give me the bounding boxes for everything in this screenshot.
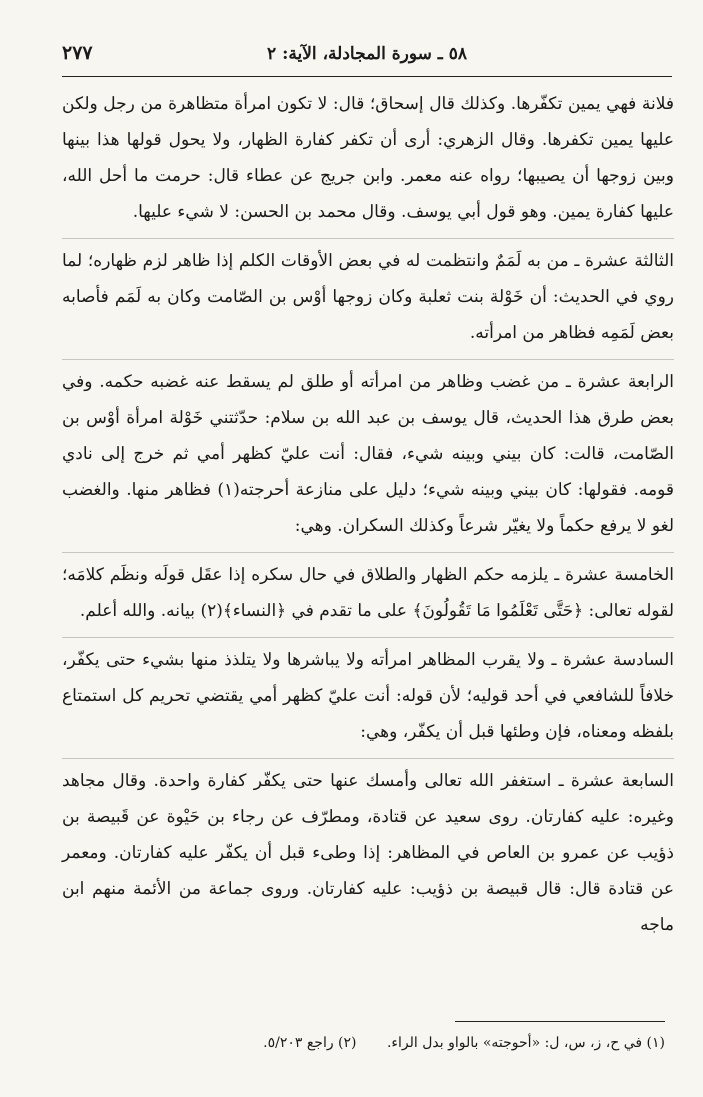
paragraph: فلانة فهي يمين تكفّرها. وكذلك قال إسحاق؛ قال: لا تكون امرأة متظاهرة من رجل ولكن عليها يمين تكفرها. وقال الزهري: أرى أن تكفر كفارة الظهار، ولا يحول قولها هذا بينها وبين زوجها أن يصيبها؛ رواه عنه معمر. وابن جريج عن عطاء قال: حرمت ما أحل الله، عليها كفارة يمين. وهو قول أبي يوسف. وقال محمد بن الحسن: لا شيء عليها. xyxy=(62,94,674,222)
paragraph: الثالثة عشرة ـ من به لَمَمٌ وانتظمت له في بعض الأوقات الكلم إذا ظاهر لزم ظهاره؛ لما روي في الحديث: أن خَوْلة بنت ثعلبة وكان زوجها أوْس بن الصّامت وكان به لَمَم فأصابه بعض لَمَمِه فظاهر من امرأته. xyxy=(62,238,674,351)
paragraph: الخامسة عشرة ـ يلزمه حكم الظهار والطلاق في حال سكره إذا عقَل قولَه ونظَم كلامَه؛ لقوله تعالى: ﴿حَتَّى تَعْلَمُوا مَا تَقُولُونَ﴾ على ما تقدم في ﴿النساء﴾(٢) بيانه. والله أعلم. xyxy=(62,552,674,629)
page-number: ٢٧٧ xyxy=(62,42,93,64)
footnote: (١) في ح، ز، س، ل: «أحوجته» بالواو بدل الراء. xyxy=(386,1035,665,1051)
paragraph: السادسة عشرة ـ ولا يقرب المظاهر امرأته ولا يباشرها ولا يتلذذ منها بشيء حتى يكفّر، خلافاً للشافعي في أحد قوليه؛ لأن قوله: أنت عليّ كظهر أمي يقتضي تحريم كل استمتاع بلفظه ومعناه، فإن وطئها قبل أن يكفّر، وهي: xyxy=(62,637,674,750)
footnote-divider xyxy=(455,1021,665,1022)
chapter-title: ٥٨ ـ سورة المجادلة، الآية: ٢ xyxy=(267,44,467,64)
running-header xyxy=(62,38,672,77)
paragraph: السابعة عشرة ـ استغفر الله تعالى وأمسك عنها حتى يكفّر كفارة واحدة. وقال مجاهد وغيره: عليه كفارتان. روى سعيد عن قتادة، ومطرّف عن رجاء بن حَيْوة عن قَبيصة بن ذؤيب عن عمرو بن العاص في المظاهر: إذا وطىء قبل أن يكفّر عليه كفارتان. ومعمر عن قتادة قال: قال قبيصة بن ذؤيب: عليه كفارتان. وروى جماعة من الأئمة منهم ابن ماجه xyxy=(62,758,674,943)
main-text xyxy=(62,86,674,951)
paragraph: الرابعة عشرة ـ من غضب وظاهر من امرأته أو طلق لم يسقط عنه غضبه حكمه. وفي بعض طرق هذا الحديث، قال يوسف بن عبد الله بن سلام: حدّثتني خَوْلة امرأة أوْس بن الصّامت، قالت: كان بيني وبينه شيء، فقال: أنت عليّ كظهر أمي ثم خرج إلى نادي قومه. فقولها: كان بيني وبينه شيء؛ دليل على منازعة أحرجته(١) فظاهر منها. والغضب لغو لا يرفع حكماً ولا يغيّر شرعاً وكذلك السكران. وهي: xyxy=(62,359,674,544)
footnotes xyxy=(150,1032,665,1054)
footnote: (٢) راجع ٥/٢٠٣. xyxy=(263,1035,357,1051)
